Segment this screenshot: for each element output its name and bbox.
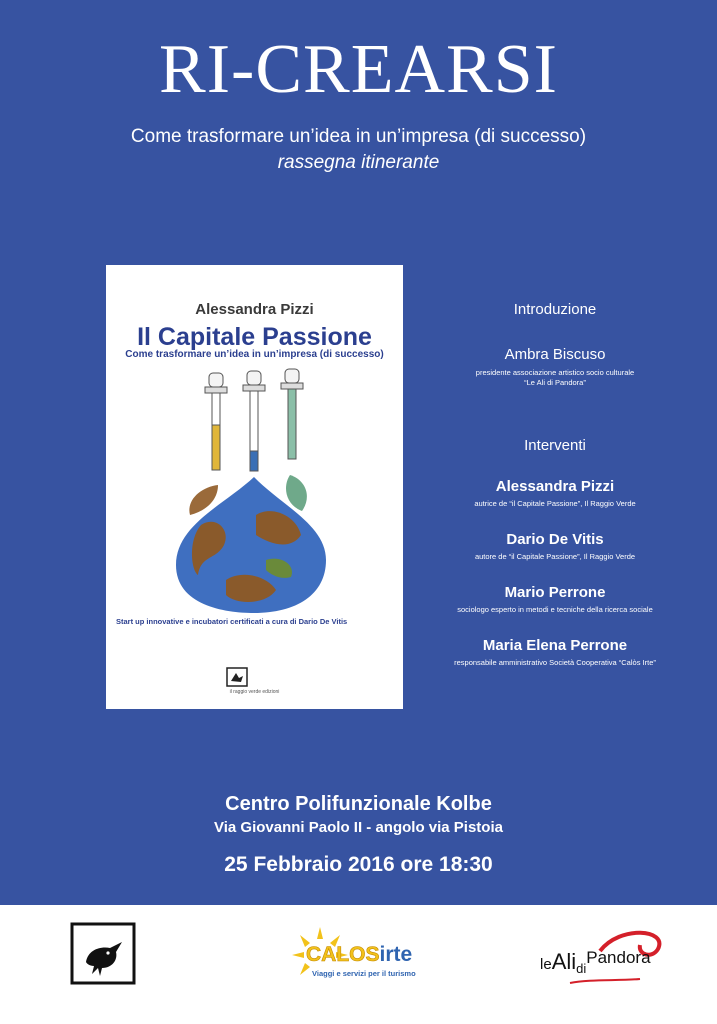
book-subtitle: Come trasformare un’idea in un’impresa (di successo): [125, 349, 384, 360]
publisher-logo-icon: [226, 667, 248, 687]
book-title: Il Capitale Passione: [137, 323, 372, 351]
speaker-role: autore de “il Capitale Passione”, Il Raggio Verde: [474, 552, 636, 561]
dropper-yellow-icon: [205, 373, 227, 470]
ali-di: di: [576, 961, 587, 976]
calos-tagline: Viaggi e servizi per il turismo: [312, 969, 416, 978]
book-footer: [116, 617, 396, 626]
talks-heading: Interventi: [524, 437, 586, 454]
page-subtitle-italic: rassegna itinerante: [277, 152, 440, 173]
event-venue: Centro Polifunzionale Kolbe: [225, 793, 492, 815]
intro-speaker-role-2: “Le Ali di Pandora”: [524, 378, 586, 387]
intro-speaker-role: presidente associazione artistico socio culturale: [475, 368, 635, 377]
calos-irte-logo: [290, 925, 430, 995]
program: [420, 300, 690, 668]
book-illustration: [106, 365, 403, 615]
ali-di-pandora-logo: [540, 923, 670, 993]
calos-name-a: CALOS: [306, 943, 380, 966]
intro-heading: Introduzione: [513, 301, 597, 318]
raggio-verde-logo-icon: [70, 922, 136, 985]
speaker-role: responsabile amministrativo Società Cooperativa “Calòs Irte”: [454, 658, 656, 667]
page-subtitle: Come trasformare un’idea in un’impresa (di successo): [130, 126, 587, 147]
ali-le: le: [540, 956, 552, 973]
page-title: RI-CREARSI: [159, 31, 558, 108]
book-author: Alessandra Pizzi: [195, 301, 314, 318]
speaker-name: Maria Elena Perrone: [482, 637, 628, 654]
event-address: Via Giovanni Paolo II - angolo via Pistoia: [214, 819, 503, 836]
event-datetime: 25 Febbraio 2016 ore 18:30: [224, 853, 493, 876]
ali-ali: Ali: [551, 949, 577, 974]
speaker-role: autrice de “il Capitale Passione”, Il Raggio Verde: [474, 499, 636, 508]
speaker-name: Alessandra Pizzi: [495, 478, 615, 495]
speaker-name: Dario De Vitis: [506, 531, 604, 548]
ali-pandora: Pandora: [586, 948, 651, 967]
book-footer-curator: a cura di Dario De Vitis: [265, 617, 348, 626]
book-footer-line: Start up innovative e incubatori certificati: [116, 617, 264, 626]
calos-name-b: irte: [379, 943, 413, 966]
dropper-blue-icon: [243, 371, 265, 471]
green-leaf-icon: [286, 475, 307, 511]
intro-speaker-name: Ambra Biscuso: [504, 346, 606, 363]
sponsor-footer: [0, 905, 717, 1024]
speaker-role: sociologo esperto in metodi e tecniche della ricerca sociale: [457, 605, 653, 614]
dropper-green-icon: [281, 369, 303, 459]
book-publisher: il raggio verde edizioni: [229, 689, 280, 695]
speaker-name: Mario Perrone: [504, 584, 606, 601]
book-cover: [106, 265, 403, 709]
